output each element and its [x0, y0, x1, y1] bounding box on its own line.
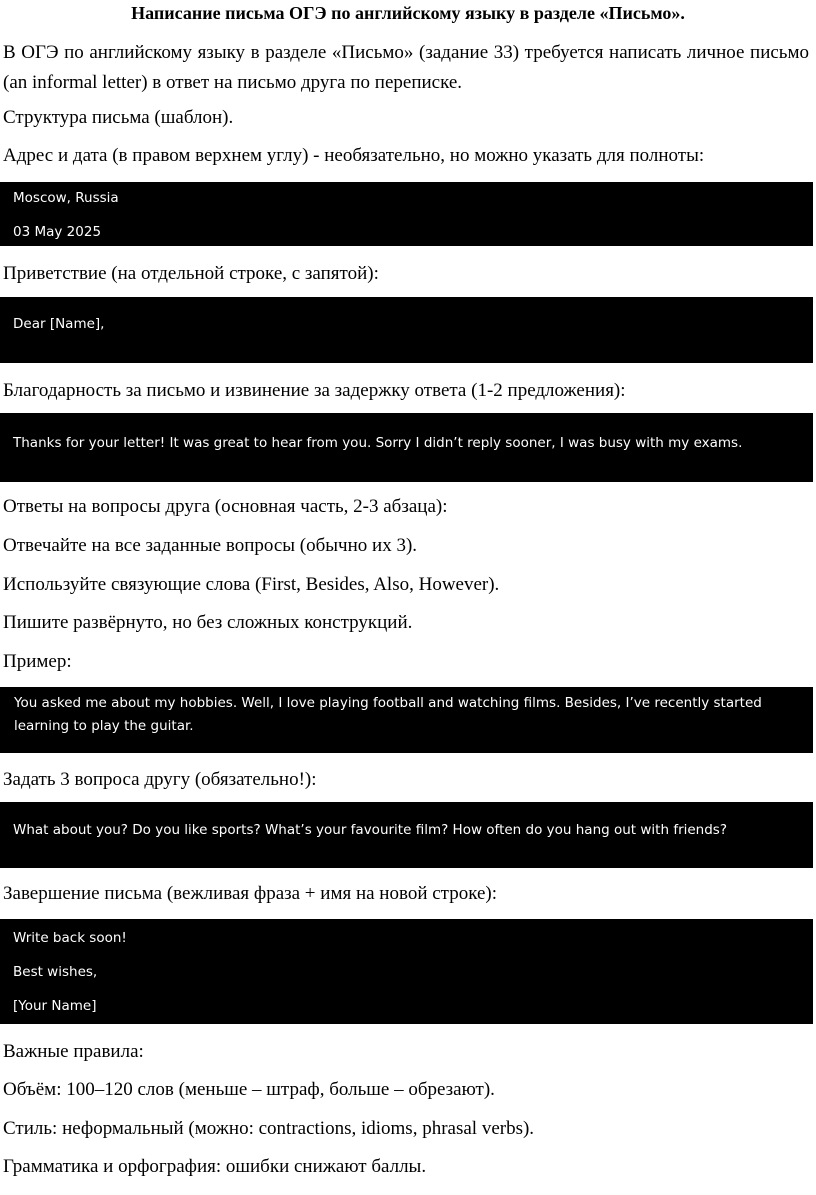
answers-tip-1: Отвечайте на все заданные вопросы (обычно их 3).: [3, 535, 418, 556]
rule-volume: Объём: 100–120 слов (меньше – штраф, больше – обрезают).: [3, 1079, 495, 1100]
rule-style: Стиль: неформальный (можно: contractions, idioms, phrasal verbs).: [3, 1118, 535, 1139]
thanks-line: Thanks for your letter! It was great to hear from you. Sorry I didn’t reply sooner, I was busy with my exams.: [13, 435, 743, 451]
structure-heading: Структура письма (шаблон).: [3, 107, 234, 128]
thanks-heading: Благодарность за письмо и извинение за задержку ответа (1-2 предложения):: [3, 380, 626, 401]
date-line: 03 May 2025: [13, 224, 102, 240]
greeting-heading: Приветствие (на отдельной строке, с запятой):: [3, 263, 379, 284]
questions-heading: Задать 3 вопроса другу (обязательно!):: [3, 769, 317, 790]
questions-example-box: [0, 802, 813, 868]
example-label: Пример:: [3, 651, 72, 672]
address-example-box: [0, 182, 813, 246]
rule-grammar: Грамматика и орфография: ошибки снижают баллы.: [3, 1156, 427, 1177]
answers-heading: Ответы на вопросы друга (основная часть, 2-3 абзаца):: [3, 496, 448, 517]
closing-heading: Завершение письма (вежливая фраза + имя на новой строке):: [3, 883, 497, 904]
closing-name-line: [Your Name]: [13, 998, 97, 1014]
answers-tip-2: Используйте связующие слова (First, Besides, Also, However).: [3, 574, 500, 595]
closing-phrase-line: Write back soon!: [13, 930, 127, 946]
rules-heading: Важные правила:: [3, 1041, 144, 1062]
greeting-line: Dear [Name],: [13, 316, 105, 332]
address-line: Moscow, Russia: [13, 190, 119, 206]
greeting-example-box: [0, 297, 813, 363]
address-heading: Адрес и дата (в правом верхнем углу) - необязательно, но можно указать для полноты:: [3, 145, 705, 166]
page-title: Написание письма ОГЭ по английскому языку в разделе «Письмо».: [131, 3, 685, 23]
example-text: You asked me about my hobbies. Well, I love playing football and watching films. Besides, I’ve recently started learning to play the guitar.: [14, 695, 762, 734]
closing-wishes-line: Best wishes,: [13, 964, 98, 980]
questions-line: What about you? Do you like sports? What’s your favourite film? How often do you hang out with friends?: [13, 822, 727, 838]
example-box: [0, 687, 813, 753]
answers-tip-3: Пишите развёрнуто, но без сложных конструкций.: [3, 612, 413, 633]
intro-paragraph: В ОГЭ по английскому языку в разделе «Письмо» (задание 33) требуется написать личное письмо (an informal letter) в ответ на письмо друга по переписке.: [3, 42, 809, 93]
closing-example-box: [0, 919, 813, 1024]
thanks-example-box: [0, 413, 813, 482]
